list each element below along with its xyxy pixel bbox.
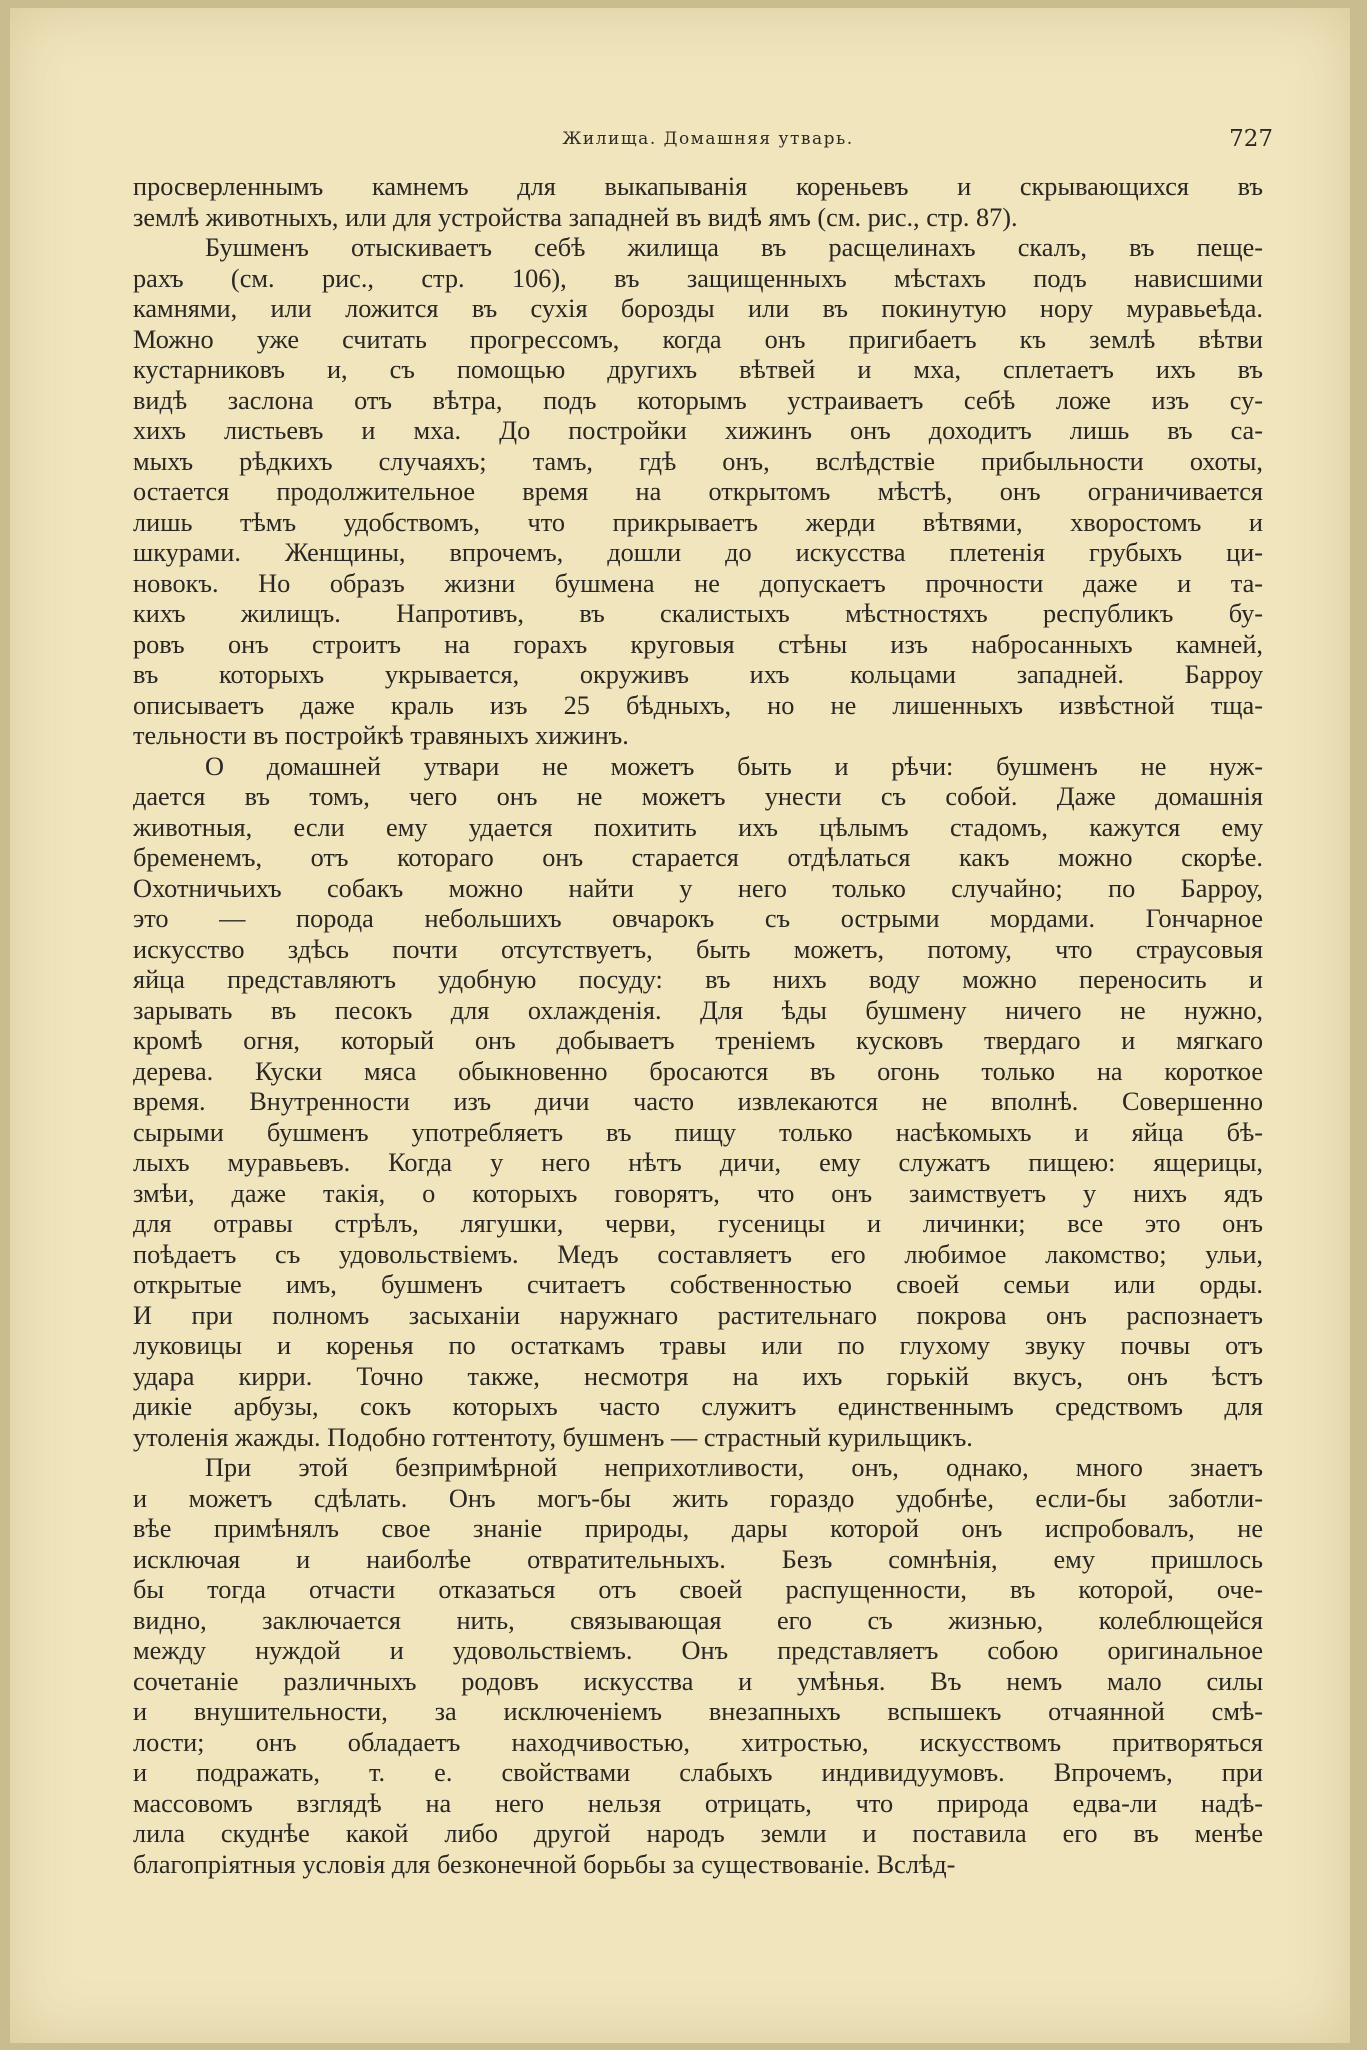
text-line: животныя, если ему удается похитить ихъ цѣлымъ стадомъ, кажутся ему	[133, 812, 1263, 842]
text-line: луковицы и коренья по остаткамъ травы или по глухому звуку почвы отъ	[133, 1331, 1263, 1360]
text-line: Можно уже считать прогрессомъ, когда онъ пригибаетъ къ землѣ вѣтви	[133, 324, 1263, 354]
text-line: и внушительности, за исключеніемъ внезапныхъ вспышекъ отчаянной смѣ-	[133, 1697, 1263, 1726]
text-line: сочетаніе различныхъ родовъ искусства и умѣнья. Въ немъ мало силы	[133, 1666, 1263, 1696]
paragraph	[133, 172, 1263, 233]
paragraph	[133, 1453, 1263, 1880]
text-line: удара кирри. Точно также, несмотря на ихъ горькій вкусъ, онъ ѣстъ	[133, 1361, 1263, 1391]
text-line: утоленія жажды. Подобно готтентоту, бушменъ — страстный курильщикъ.	[133, 1422, 973, 1452]
text-line: Бушменъ отыскиваетъ себѣ жилища въ расщелинахъ скалъ, въ пеще-	[205, 233, 1263, 262]
text-line: искусство здѣсь почти отсутствуетъ, быть можетъ, потому, что страусовыя	[133, 934, 1263, 964]
text-line: бременемъ, отъ котораго онъ старается отдѣлаться какъ можно скорѣе.	[133, 843, 1263, 872]
text-line: камнями, или ложится въ сухія борозды или въ покинутую нору муравьеѣда.	[133, 294, 1263, 323]
text-line: шкурами. Женщины, впрочемъ, дошли до искусства плетенія грубыхъ ци-	[133, 538, 1263, 567]
text-line: вѣе примѣнялъ свое знаніе природы, дары которой онъ испробовалъ, не	[133, 1514, 1263, 1543]
page-header	[143, 126, 1273, 156]
text-line: змѣи, даже такія, о которыхъ говорятъ, что онъ заимствуетъ у нихъ ядъ	[133, 1178, 1263, 1208]
text-line: въ которыхъ укрывается, окруживъ ихъ кольцами западней. Барроу	[133, 660, 1263, 689]
body-text	[133, 172, 1263, 1880]
paragraph	[133, 752, 1263, 1454]
text-line: и можетъ сдѣлать. Онъ могъ-бы жить гораздо удобнѣе, если-бы заботли-	[133, 1483, 1263, 1513]
text-line: мыхъ рѣдкихъ случаяхъ; тамъ, гдѣ онъ, вслѣдствіе прибыльности охоты,	[133, 446, 1263, 476]
text-line: ровъ онъ строитъ на горахъ круговыя стѣны изъ набросанныхъ камней,	[133, 629, 1263, 659]
text-line: И при полномъ засыханіи наружнаго растительнаго покрова онъ распознаетъ	[133, 1300, 1263, 1330]
text-line: остается продолжительное время на открытомъ мѣстѣ, онъ ограничивается	[133, 477, 1263, 506]
text-line: зарывать въ песокъ для охлажденія. Для ѣды бушмену ничего не нужно,	[133, 995, 1263, 1025]
text-line: новокъ. Но образъ жизни бушмена не допускаетъ прочности даже и та-	[133, 568, 1263, 598]
text-line: описываетъ даже краль изъ 25 бѣдныхъ, но не лишенныхъ извѣстной тща-	[133, 690, 1263, 720]
text-line: открытые имъ, бушменъ считаетъ собственностью своей семьи или орды.	[133, 1270, 1263, 1299]
text-line: лила скуднѣе какой либо другой народъ земли и поставила его въ менѣе	[133, 1819, 1263, 1848]
text-line: дикіе арбузы, сокъ которыхъ часто служитъ единственнымъ средствомъ для	[133, 1392, 1263, 1421]
text-line: массовомъ взглядѣ на него нельзя отрицать, что природа едва-ли надѣ-	[133, 1788, 1263, 1818]
text-line: кромѣ огня, который онъ добываетъ треніемъ кусковъ твердаго и мягкаго	[133, 1026, 1263, 1055]
text-line: лишь тѣмъ удобствомъ, что прикрываетъ жерди вѣтвями, хворостомъ и	[133, 507, 1263, 537]
text-line: это — порода небольшихъ овчарокъ съ острыми мордами. Гончарное	[133, 904, 1263, 933]
text-line: просверленнымъ камнемъ для выкапыванія кореньевъ и скрывающихся въ	[133, 172, 1263, 201]
text-line: исключая и наиболѣе отвратительныхъ. Безъ сомнѣнія, ему пришлось	[133, 1544, 1263, 1574]
text-line: видѣ заслона отъ вѣтра, подъ которымъ устраиваетъ себѣ ложе изъ су-	[133, 385, 1263, 415]
page-number: 727	[1229, 126, 1273, 152]
text-line: видно, заключается нить, связывающая его съ жизнью, колеблющейся	[133, 1605, 1263, 1635]
text-line: между нуждой и удовольствіемъ. Онъ представляетъ собою оригинальное	[133, 1636, 1263, 1665]
text-line: дается въ томъ, чего онъ не можетъ унести съ собой. Даже домашнія	[133, 782, 1263, 811]
text-line: время. Внутренности изъ дичи часто извлекаются не вполнѣ. Совершенно	[133, 1087, 1263, 1116]
text-line: и подражать, т. е. свойствами слабыхъ индивидуумовъ. Впрочемъ, при	[133, 1758, 1263, 1787]
text-line: рахъ (см. рис., стр. 106), въ защищенныхъ мѣстахъ подъ нависшими	[133, 263, 1263, 293]
text-line: кустарниковъ и, съ помощью другихъ вѣтвей и мха, сплетаетъ ихъ въ	[133, 355, 1263, 384]
text-line: кихъ жилищъ. Напротивъ, въ скалистыхъ мѣстностяхъ республикъ бу-	[133, 599, 1263, 628]
text-line: благопріятныя условія для безконечной борьбы за существованіе. Вслѣд-	[133, 1849, 956, 1879]
text-line: лыхъ муравьевъ. Когда у него нѣтъ дичи, ему служатъ пищею: ящерицы,	[133, 1148, 1263, 1177]
text-line: тельности въ постройкѣ травяныхъ хижинъ.	[133, 721, 629, 750]
text-line: бы тогда отчасти отказаться отъ своей распущенности, въ которой, оче-	[133, 1575, 1263, 1604]
text-line: дерева. Куски мяса обыкновенно бросаются въ огонь только на короткое	[133, 1056, 1263, 1086]
text-line: О домашней утвари не можетъ быть и рѣчи: бушменъ не нуж-	[205, 751, 1263, 781]
text-line: землѣ животныхъ, или для устройства западней въ видѣ ямъ (см. рис., стр. 87).	[133, 202, 1018, 232]
text-line: лости; онъ обладаетъ находчивостью, хитростью, искусствомъ притворяться	[133, 1727, 1263, 1757]
text-line: для отравы стрѣлъ, лягушки, черви, гусеницы и личинки; все это онъ	[133, 1209, 1263, 1238]
text-line: Охотничьихъ собакъ можно найти у него только случайно; по Барроу,	[133, 873, 1263, 903]
text-line: сырыми бушменъ употребляетъ въ пищу только насѣкомыхъ и яйца бѣ-	[133, 1117, 1263, 1147]
paragraph	[133, 233, 1263, 752]
text-line: При этой безпримѣрной неприхотливости, онъ, однако, много знаетъ	[205, 1453, 1263, 1482]
text-line: хихъ листьевъ и мха. До постройки хижинъ онъ доходитъ лишь въ са-	[133, 416, 1263, 445]
text-line: яйца представляютъ удобную посуду: въ нихъ воду можно переносить и	[133, 965, 1263, 994]
text-line: поѣдаетъ съ удовольствіемъ. Медъ составляетъ его любимое лакомство; ульи,	[133, 1239, 1263, 1269]
running-title: Жилища. Домашняя утварь.	[562, 129, 854, 149]
